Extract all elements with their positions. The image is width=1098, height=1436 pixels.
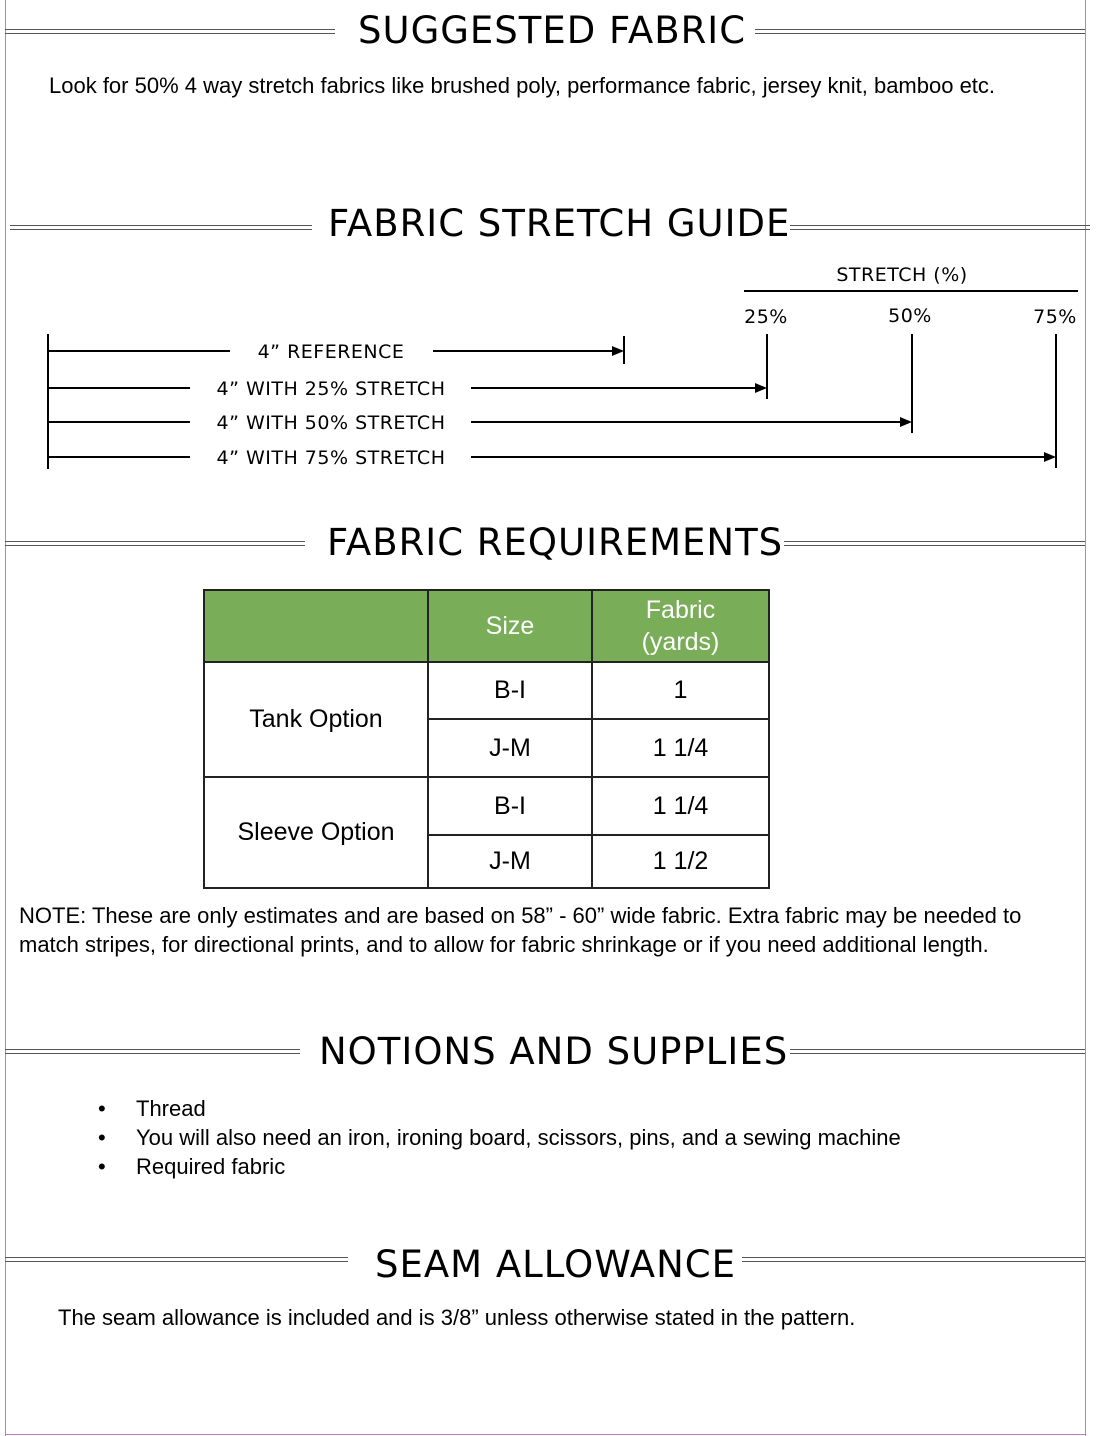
size-cell: J-M [428, 835, 592, 888]
size-cell: B-I [428, 662, 592, 719]
stretch-row-label: 4” WITH 25% STRETCH [216, 378, 446, 400]
tick-label: 25% [744, 306, 788, 328]
arrowhead-icon [900, 417, 912, 427]
heading-rule-right [742, 1257, 1085, 1262]
list-item [98, 1123, 901, 1152]
stretch-row-label: 4” WITH 50% STRETCH [216, 412, 446, 434]
fabric-cell: 1 1/4 [592, 719, 769, 777]
size-cell: J-M [428, 719, 592, 777]
option-label: Tank Option [204, 662, 428, 777]
list-item-text: Thread [136, 1096, 206, 1121]
list-item [98, 1152, 901, 1181]
table-header-blank [204, 590, 428, 662]
stretch-guide-diagram [0, 250, 1098, 480]
tick-label: 50% [888, 305, 932, 327]
bullet-icon: • [98, 1125, 106, 1150]
heading-rule-right [784, 541, 1085, 546]
arrowhead-icon [612, 346, 624, 356]
page-border-bottom [5, 1434, 1086, 1435]
list-item-text: Required fabric [136, 1154, 286, 1179]
heading-rule-left [5, 29, 335, 34]
size-cell: B-I [428, 777, 592, 835]
tick-label: 75% [1033, 306, 1077, 328]
stretch-guide-heading: FABRIC STRETCH GUIDE [328, 202, 791, 245]
list-item-text: You will also need an iron, ironing board, scissors, pins, and a sewing machine [136, 1125, 901, 1150]
table-header-fabric: Fabric (yards) [592, 590, 769, 662]
page-border-left [5, 0, 6, 1436]
page-border-right [1085, 0, 1086, 1436]
stretch-row-label: 4” REFERENCE [257, 341, 405, 363]
heading-rule-right [790, 225, 1090, 230]
fabric-requirements-heading: FABRIC REQUIREMENTS [327, 521, 784, 564]
fabric-cell: 1 1/2 [592, 835, 769, 888]
notions-heading: NOTIONS AND SUPPLIES [319, 1030, 789, 1073]
heading-rule-left [5, 1257, 348, 1262]
notions-list [98, 1094, 901, 1181]
heading-rule-right [755, 29, 1085, 34]
stretch-row-label: 4” WITH 75% STRETCH [216, 447, 446, 469]
stretch-axis-label: STRETCH (%) [836, 264, 968, 286]
fabric-cell: 1 1/4 [592, 777, 769, 835]
heading-rule-left [10, 225, 312, 230]
arrowhead-icon [755, 383, 767, 393]
heading-rule-right [790, 1049, 1085, 1054]
suggested-fabric-text: Look for 50% 4 way stretch fabrics like brushed poly, performance fabric, jersey knit, bamboo etc. [49, 73, 996, 98]
heading-rule-left [5, 541, 305, 546]
arrowhead-icon [1044, 452, 1056, 462]
option-label: Sleeve Option [204, 777, 428, 888]
list-item [98, 1094, 901, 1123]
heading-rule-left [5, 1049, 300, 1054]
fabric-cell: 1 [592, 662, 769, 719]
bullet-icon: • [98, 1096, 106, 1121]
seam-allowance-text: The seam allowance is included and is 3/8” unless otherwise stated in the pattern. [58, 1305, 856, 1330]
fabric-note: NOTE: These are only estimates and are based on 58” - 60” wide fabric. Extra fabric may be needed to match stripes, for directional prints, and to allow for fabric shrinkage or if you need additional length. [19, 903, 1022, 957]
table-header-size: Size [428, 590, 592, 662]
seam-allowance-heading: SEAM ALLOWANCE [375, 1243, 736, 1286]
bullet-icon: • [98, 1154, 106, 1179]
fabric-requirements-table [203, 589, 770, 889]
suggested-fabric-heading: SUGGESTED FABRIC [358, 9, 747, 52]
